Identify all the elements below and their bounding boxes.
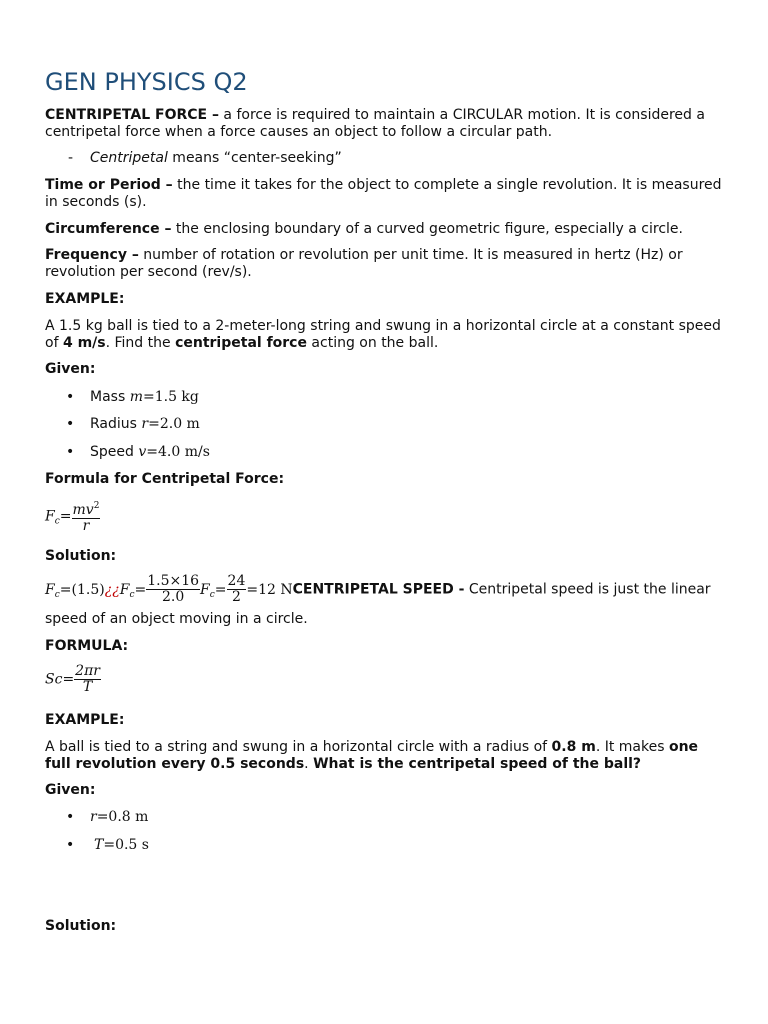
given-variable: T <box>94 837 104 853</box>
formula-equals: = <box>59 508 72 525</box>
given-item-period <box>66 837 149 854</box>
formula-lhs: F <box>45 508 55 525</box>
centripetal-force-definition <box>45 107 725 140</box>
example-problem <box>45 318 725 351</box>
given-value: =2.0 m <box>148 416 200 432</box>
example-problem <box>45 739 725 772</box>
page-title: GEN PHYSICS Q2 <box>45 68 248 96</box>
dash-marker: - <box>68 150 74 166</box>
definition-term: CENTRIPETAL FORCE – <box>45 107 219 123</box>
bullet-marker: • <box>66 837 75 853</box>
note-word: Centripetal <box>90 150 168 166</box>
formula-fraction <box>72 499 101 534</box>
bullet-marker: • <box>66 416 75 432</box>
problem-text: acting on the ball. <box>306 334 439 351</box>
solution-fraction-2 <box>227 574 247 605</box>
given-label: Mass <box>90 389 130 405</box>
given-item-mass <box>66 389 199 406</box>
formula-lhs: Sc <box>45 671 63 688</box>
problem-target: centripetal force <box>175 334 307 351</box>
fraction-denominator: T <box>82 679 93 695</box>
fraction-numerator: 1.5×16 <box>147 573 200 589</box>
fraction-numerator: 2πr <box>75 663 100 679</box>
given-variable: m <box>129 389 143 405</box>
given-value: =4.0 m/s <box>146 444 210 460</box>
given-value: =0.5 s <box>103 837 149 853</box>
given-heading: Given: <box>45 782 96 798</box>
problem-text: A ball is tied to a string and swung in a horizontal circle with a radius of <box>45 739 552 755</box>
given-equation <box>94 837 149 853</box>
definition-term: Time or Period – <box>45 177 173 193</box>
solution-subscript: c <box>209 589 215 600</box>
fraction-numerator <box>72 499 101 519</box>
formula-subscript: c <box>54 516 60 527</box>
problem-radius: 0.8 m <box>551 739 596 755</box>
formula-heading: Formula for Centripetal Force: <box>45 471 285 487</box>
problem-text: A 1.5 kg ball is tied to a 2-meter-long string and swung in a horizontal circle at a constant speed of <box>45 318 721 351</box>
period-definition <box>45 177 725 210</box>
given-value: =0.8 m <box>96 809 149 825</box>
bullet-marker: • <box>66 389 75 405</box>
definition-text: the enclosing boundary of a curved geometric figure, especially a circle. <box>171 221 683 237</box>
solution-subscript: c <box>129 589 135 600</box>
given-variable: r <box>90 809 97 825</box>
given-equation <box>141 416 199 432</box>
solution-heading: Solution: <box>45 548 117 564</box>
given-equation <box>90 809 148 825</box>
problem-text: . It makes <box>595 739 669 755</box>
solution-equals: = <box>214 581 227 598</box>
solution-force: F <box>45 581 55 598</box>
definition-text: number of rotation or revolution per unit time. It is measured in hertz (Hz) or revolution per second (rev/s). <box>45 247 683 280</box>
bullet-marker: • <box>66 809 75 825</box>
fraction-denominator: 2.0 <box>161 589 185 605</box>
given-label: Speed <box>90 444 139 460</box>
given-item-speed <box>66 444 210 461</box>
definition-text: the time it takes for the object to complete a single revolution. It is measured in seconds (s). <box>45 177 722 210</box>
fraction-numerator: 24 <box>227 573 246 589</box>
definition-term: Circumference – <box>45 221 172 237</box>
circumference-definition <box>45 221 725 238</box>
centripetal-force-formula <box>45 499 725 534</box>
given-equation <box>138 444 210 460</box>
problem-period: one full revolution every 0.5 seconds <box>45 739 699 772</box>
solution-subscript: c <box>54 589 60 600</box>
solution-force: F <box>200 581 210 598</box>
centripetal-speed-text: Centripetal speed is just the linear <box>464 581 711 598</box>
given-variable: v <box>138 444 147 460</box>
problem-speed: 4 m/s <box>62 334 106 351</box>
frequency-definition <box>45 247 725 280</box>
given-item-radius <box>66 416 200 433</box>
centripetal-speed-term: CENTRIPETAL SPEED - <box>292 581 465 598</box>
definition-text: a force is required to maintain a CIRCULAR motion. It is considered a centripetal force when a force causes an object to follow a circular path. <box>45 107 705 140</box>
solution-heading: Solution: <box>45 918 117 934</box>
given-heading: Given: <box>45 361 96 377</box>
note-text: means “center-seeking” <box>167 150 342 166</box>
equation-error-glyphs: ¿¿ <box>104 581 120 598</box>
centripetal-note <box>68 150 342 167</box>
solution-equation-line <box>45 574 725 605</box>
problem-text: . <box>304 755 314 772</box>
solution-result: =12 N <box>246 581 293 598</box>
solution-equals: = <box>59 581 72 598</box>
problem-text: . Find the <box>105 334 176 351</box>
numerator-exponent: 2 <box>93 501 100 511</box>
example-heading: EXAMPLE: <box>45 291 125 307</box>
solution-mass: (1.5) <box>71 581 105 598</box>
given-equation <box>130 389 199 405</box>
solution-fraction-1 <box>146 574 200 605</box>
numerator-text: mv <box>72 502 94 518</box>
fraction-denominator: 2 <box>231 589 241 605</box>
example-heading: EXAMPLE: <box>45 712 125 728</box>
centripetal-speed-continuation: speed of an object moving in a circle. <box>45 611 308 627</box>
solution-force: F <box>119 581 130 598</box>
centripetal-speed-formula <box>45 664 725 695</box>
formula-heading: FORMULA: <box>45 638 129 654</box>
given-value: =1.5 kg <box>142 389 199 405</box>
given-item-radius <box>66 809 149 826</box>
problem-question: What is the centripetal speed of the ball? <box>313 755 642 772</box>
formula-fraction <box>74 664 101 695</box>
formula-equals: = <box>62 671 75 688</box>
fraction-denominator: r <box>82 518 90 534</box>
definition-term: Frequency – <box>45 247 139 263</box>
solution-equals: = <box>134 581 147 598</box>
given-label: Radius <box>90 416 142 432</box>
given-variable: r <box>141 416 149 432</box>
bullet-marker: • <box>66 444 75 460</box>
